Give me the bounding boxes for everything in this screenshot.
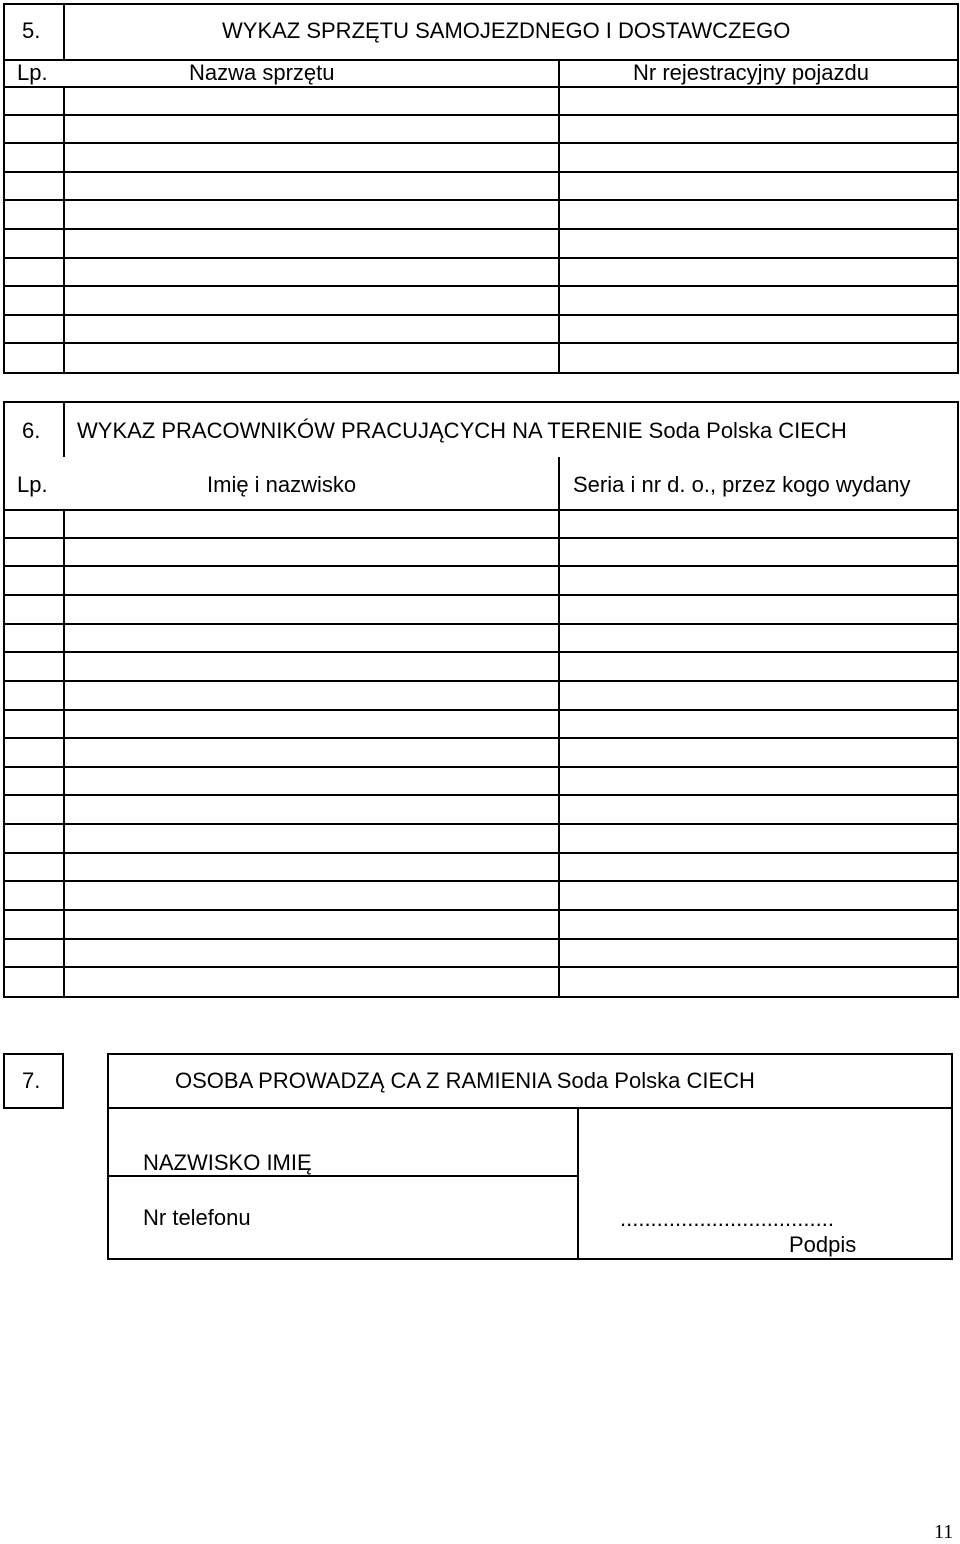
table-rows	[3, 509, 959, 996]
table-border	[3, 401, 959, 403]
table-row	[3, 938, 959, 940]
section-title: OSOBA PROWADZĄ CA Z RAMIENIA Soda Polska CIECH	[175, 1068, 755, 1093]
column-header-id-document: Seria i nr d. o., przez kogo wydany	[573, 472, 911, 497]
section-number: 6.	[22, 418, 41, 443]
table-row	[3, 114, 959, 116]
table-row	[3, 909, 959, 911]
table-border	[3, 996, 959, 998]
page-number: 11	[934, 1521, 954, 1543]
table-row	[3, 623, 959, 625]
table-row	[3, 766, 959, 768]
table-row	[3, 794, 959, 796]
table-row	[3, 171, 959, 173]
table-row	[3, 737, 959, 739]
name-field-label: NAZWISKO IMIĘ	[143, 1150, 312, 1175]
table-row	[3, 966, 959, 968]
table-row	[3, 823, 959, 825]
form-divider	[107, 1107, 953, 1109]
table-border	[3, 372, 959, 374]
table-border	[63, 3, 65, 59]
table-row	[3, 285, 959, 287]
signature-label: Podpis	[789, 1232, 857, 1257]
table-row	[3, 852, 959, 854]
form-divider	[577, 1107, 579, 1260]
section-number: 5.	[22, 18, 41, 43]
table-rows	[3, 86, 959, 372]
column-header-lp: Lp.	[17, 60, 48, 85]
table-row	[3, 314, 959, 316]
table-row	[3, 651, 959, 653]
column-header-worker-name: Imię i nazwisko	[207, 472, 357, 497]
table-row	[3, 709, 959, 711]
column-header-registration: Nr rejestracyjny pojazdu	[633, 60, 869, 85]
section-title: WYKAZ PRACOWNIKÓW PRACUJĄCYCH NA TERENIE Soda Polska CIECH	[77, 418, 847, 443]
signature-line: ...................................	[620, 1206, 834, 1231]
table-row	[3, 228, 959, 230]
section-title: WYKAZ SPRZĘTU SAMOJEZDNEGO I DOSTAWCZEGO	[222, 18, 791, 43]
table-border	[3, 3, 959, 5]
section-number: 7.	[22, 1068, 41, 1093]
table-row	[3, 199, 959, 201]
table-row	[3, 142, 959, 144]
table-row	[3, 680, 959, 682]
table-row	[3, 342, 959, 344]
table-row	[3, 594, 959, 596]
table-row	[3, 565, 959, 567]
column-header-equipment-name: Nazwa sprzętu	[189, 60, 335, 85]
table-row	[3, 880, 959, 882]
phone-field-label: Nr telefonu	[143, 1205, 251, 1230]
table-row	[3, 537, 959, 539]
table-border	[63, 401, 65, 457]
table-row	[3, 257, 959, 259]
column-header-lp: Lp.	[17, 472, 48, 497]
